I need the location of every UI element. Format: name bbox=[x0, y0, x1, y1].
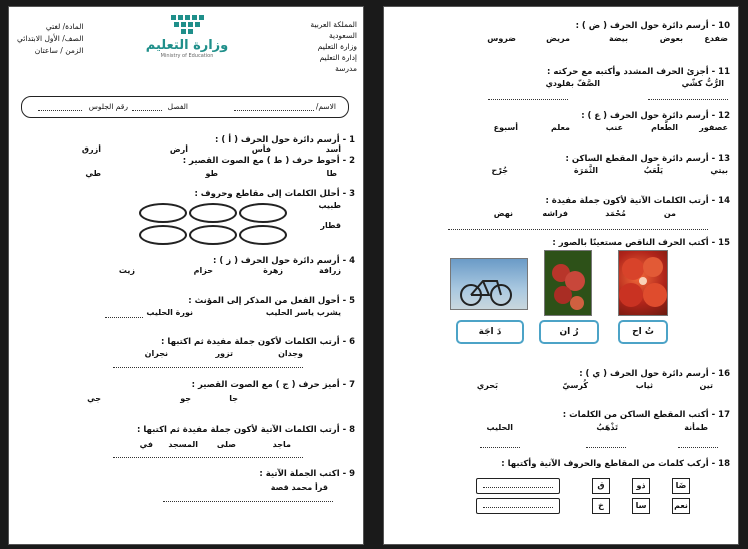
q5-sentence: يشرب ياسر الحليب bbox=[265, 308, 341, 317]
q4-word: زيت bbox=[118, 266, 135, 275]
q16-word: تين bbox=[699, 381, 713, 390]
q6-word: تزور bbox=[215, 349, 233, 358]
q8-word: المسجد bbox=[168, 440, 198, 449]
syllable-cell: ق bbox=[592, 478, 610, 494]
q6-answer-line bbox=[113, 367, 303, 368]
missing-letter-tag: تُ اح bbox=[618, 320, 668, 344]
q12-word: الطَّعام bbox=[651, 123, 678, 132]
q13-word: بيتي bbox=[710, 166, 728, 175]
q9-answer-line bbox=[163, 501, 333, 502]
q12-word: أسبوع bbox=[493, 123, 518, 132]
question-15-title: 15 - أكتب الحرف الناقص مستعينًا بالصور : bbox=[552, 238, 730, 248]
question-8-title: 8 - أرتب الكلمات الآتية لأكون جملة مفيدة ثم اكتبها : bbox=[137, 425, 355, 435]
q1-word: أزرق bbox=[81, 145, 101, 154]
q7-word: جو bbox=[180, 394, 191, 403]
answer-box-line bbox=[483, 507, 553, 508]
header-line: المملكة العربية bbox=[310, 20, 357, 29]
fruit-tree-picture bbox=[545, 251, 591, 315]
syllable-ellipse bbox=[189, 203, 237, 223]
q8-answer-line bbox=[113, 457, 303, 458]
q13-word: جُرْح bbox=[491, 166, 508, 175]
q14-word: فراشه bbox=[542, 209, 568, 218]
q1-word: فأس bbox=[251, 145, 271, 154]
q10-word: ضفدع bbox=[704, 34, 728, 43]
q14-word: من bbox=[663, 209, 676, 218]
question-9-title: 9 - اكتب الجملة الآتية : bbox=[259, 469, 355, 479]
header-line: السعودية bbox=[328, 31, 357, 40]
q12-word: معلم bbox=[550, 123, 570, 132]
q7-word: جا bbox=[229, 394, 238, 403]
question-16-title: 16 - أرسم دائرة حول الحرف ( ي ) : bbox=[579, 369, 730, 379]
q17-word: طمأنة bbox=[684, 423, 708, 432]
question-3-title: 3 - أحلل الكلمات إلى مقاطع وحروف : bbox=[194, 189, 355, 199]
q13-word: يَلْعَبُ bbox=[643, 166, 663, 175]
q13-word: الثَّمَرَة bbox=[573, 166, 598, 175]
name-blank bbox=[234, 110, 314, 111]
q17-word: تَذْهَبُ bbox=[596, 423, 618, 432]
q5-answer-end: نورة الحليب bbox=[146, 308, 193, 317]
q17-blank bbox=[480, 447, 520, 448]
q10-word: ضروس bbox=[487, 34, 516, 43]
q14-answer-line bbox=[448, 229, 708, 230]
missing-letter-tag: رُ ان bbox=[539, 320, 599, 344]
q2-word: طي bbox=[85, 169, 101, 178]
q9-sentence: قرأ محمد قصة bbox=[270, 483, 328, 492]
q1-word: أرض bbox=[169, 145, 188, 154]
answer-box-line bbox=[483, 487, 553, 488]
worksheet-page-left bbox=[8, 6, 364, 545]
question-6-title: 6 - أرتب الكلمات لأكون جملة مفيدة ثم اكتبها : bbox=[161, 337, 355, 347]
ministry-logo bbox=[143, 13, 231, 71]
q12-word: عصفور bbox=[699, 123, 728, 132]
q17-word: الحليب bbox=[486, 423, 513, 432]
question-1-title: 1 - أرسم دائرة حول الحرف ( أ ) : bbox=[215, 135, 355, 145]
q16-word: كُرسيّ bbox=[562, 381, 588, 390]
worksheet-page-right bbox=[383, 6, 739, 545]
seat-label: رقم الجلوس bbox=[88, 102, 128, 111]
question-12-title: 12 - أرسم دائرة حول الحرف ( ع ) : bbox=[581, 111, 730, 121]
q11-word: الصَّفّ بقلودي bbox=[545, 79, 600, 88]
name-label: الاسم/ bbox=[315, 102, 336, 111]
q2-word: طا bbox=[326, 169, 337, 178]
q11-blank bbox=[488, 99, 568, 100]
syllable-cell: ذو bbox=[632, 478, 650, 494]
logo-dots-icon bbox=[167, 13, 207, 35]
q11-word: الرُّبُّ كشّي bbox=[681, 79, 724, 88]
syllable-ellipse bbox=[239, 203, 287, 223]
syllable-cell: سا bbox=[632, 498, 650, 514]
q1-word: أسد bbox=[325, 145, 341, 154]
q8-word: في bbox=[139, 440, 153, 449]
class-label: الفصل bbox=[167, 102, 188, 111]
question-2-title: 2 - أحوط حرف ( ط ) مع الصوت القصير : bbox=[182, 156, 355, 166]
header-line: إدارة التعليم bbox=[319, 53, 357, 62]
q16-word: بَحري bbox=[476, 381, 498, 390]
q4-word: حزام bbox=[193, 266, 213, 275]
q4-word: زرافة bbox=[318, 266, 341, 275]
header-subject bbox=[17, 21, 83, 57]
q17-blank bbox=[678, 447, 718, 448]
q8-word: ماجد bbox=[272, 440, 291, 449]
header-line: المادة/ لغتي bbox=[45, 22, 84, 31]
pomegranates-photo bbox=[618, 250, 668, 316]
bicycle-picture bbox=[451, 259, 527, 309]
q14-word: نهض bbox=[493, 209, 513, 218]
logo-subtext: Ministry of Education bbox=[160, 53, 214, 59]
q3-word: طبيب bbox=[318, 201, 341, 210]
q7-word: جي bbox=[87, 394, 101, 403]
answer-box[interactable] bbox=[476, 498, 560, 514]
student-info-bar bbox=[21, 96, 349, 118]
question-18-title: 18 - أركب كلمات من المقاطع والحروف الآتية وأكتبها : bbox=[501, 459, 730, 469]
bicycle-photo bbox=[450, 258, 528, 310]
q16-word: ثياب bbox=[635, 381, 653, 390]
q5-blank bbox=[105, 317, 143, 318]
logo-text: وزارة التعليم bbox=[145, 38, 229, 53]
header-institution bbox=[310, 19, 357, 74]
question-10-title: 10 - أرسم دائرة حول الحرف ( ض ) : bbox=[575, 21, 730, 31]
header-line: مدرسة bbox=[335, 64, 357, 73]
q10-word: مريض bbox=[546, 34, 570, 43]
q17-blank bbox=[586, 447, 626, 448]
q6-word: وجدان bbox=[278, 349, 303, 358]
question-11-title: 11 - أجزئ الحرف المشدد وأكتبه مع حركته : bbox=[547, 67, 730, 77]
syllable-ellipse bbox=[139, 225, 187, 245]
q4-word: زهرة bbox=[263, 266, 283, 275]
q14-word: مُحْمَد bbox=[605, 209, 626, 218]
header-line: الزمن / ساعتان bbox=[34, 46, 84, 55]
syllable-cell: خ bbox=[592, 498, 610, 514]
question-7-title: 7 - أميز حرف ( ج ) مع الصوت القصير : bbox=[191, 380, 355, 390]
q10-word: بعوض bbox=[659, 34, 683, 43]
q11-blank bbox=[648, 99, 728, 100]
seat-blank bbox=[38, 110, 82, 111]
question-5-title: 5 - أحول الفعل من المذكر إلى المؤنث : bbox=[188, 296, 355, 306]
q8-word: صلى bbox=[216, 440, 236, 449]
syllable-cell: ضَا bbox=[672, 478, 690, 494]
question-17-title: 17 - أكتب المقطع الساكن من الكلمات : bbox=[562, 410, 730, 420]
q10-word: بيضة bbox=[608, 34, 628, 43]
missing-letter-tag: دَ اجَة bbox=[456, 320, 524, 344]
class-blank bbox=[132, 110, 162, 111]
syllable-ellipse bbox=[189, 225, 237, 245]
apples-tree-photo bbox=[544, 250, 592, 316]
header-line: الصف/ الأول الابتدائي bbox=[17, 34, 84, 43]
syllable-ellipse bbox=[139, 203, 187, 223]
answer-box[interactable] bbox=[476, 478, 560, 494]
question-13-title: 13 - أرسم دائرة حول المقطع الساكن : bbox=[565, 154, 730, 164]
q3-word: قطار bbox=[320, 221, 341, 230]
question-14-title: 14 - أرتب الكلمات الآتية لأكون جملة مفيدة : bbox=[545, 196, 730, 206]
syllable-ellipse bbox=[239, 225, 287, 245]
header-line: وزارة التعليم bbox=[317, 42, 357, 51]
q12-word: عنب bbox=[605, 123, 623, 132]
q6-word: نجران bbox=[144, 349, 168, 358]
q2-word: طو bbox=[205, 169, 218, 178]
syllable-cell: نعم bbox=[672, 498, 690, 514]
question-4-title: 4 - أرسم دائرة حول الحرف ( ز ) : bbox=[213, 256, 355, 266]
fruit-picture bbox=[619, 251, 667, 315]
